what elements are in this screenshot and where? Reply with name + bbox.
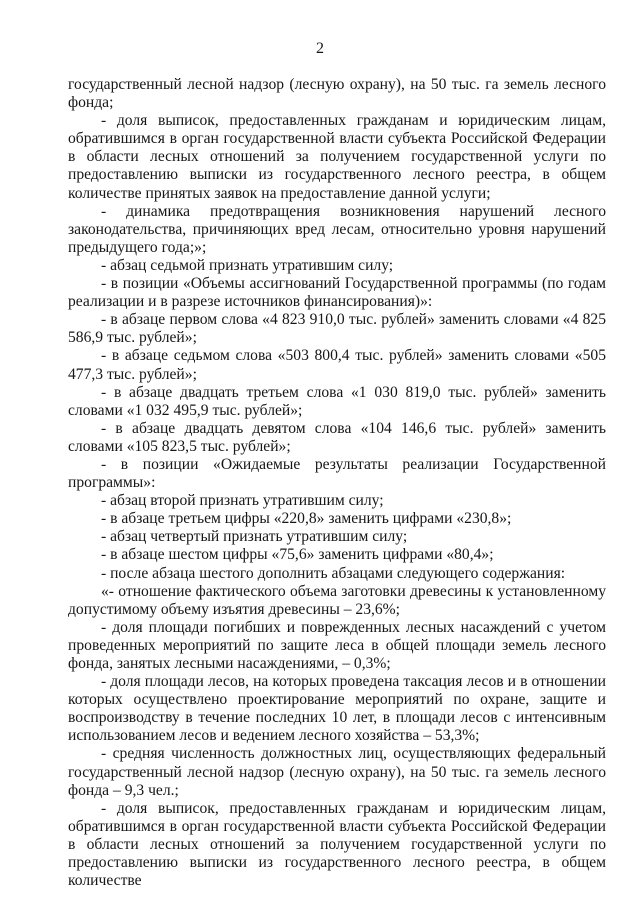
document-body (68, 76, 606, 890)
paragraph: - доля выписок, предоставленных гражданам и юридическим лицам, обратившимся в орган государственной власти субъекта Российской Федерации в области лесных отношений за получением государственной услуги по предоставлению выписки из государственного лесного реестра, в общем количестве (68, 799, 606, 890)
paragraph: «- отношение фактического объема заготовки древесины к установленному допустимому объему изъятия древесины – 23,6%; (68, 582, 606, 618)
paragraph: - в абзаце седьмом слова «503 800,4 тыс. рублей» заменить словами «505 477,3 тыс. рублей»; (68, 347, 606, 383)
paragraph: - абзац седьмой признать утратившим силу; (101, 256, 394, 274)
paragraph: - в абзаце двадцать девятом слова «104 146,6 тыс. рублей» заменить словами «105 823,5 тыс. рублей»; (68, 419, 606, 455)
paragraph: - после абзаца шестого дополнить абзацами следующего содержания: (101, 564, 566, 582)
paragraph: - в позиции «Объемы ассигнований Государственной программы (по годам реализации и в разрезе источников финансирования)»: (68, 275, 606, 311)
paragraph: - в абзаце первом слова «4 823 910,0 тыс. рублей» заменить словами «4 825 586,9 тыс. рублей»; (68, 311, 606, 347)
paragraph: - в абзаце шестом цифры «75,6» заменить цифрами «80,4»; (101, 546, 494, 564)
paragraph: - доля выписок, предоставленных гражданам и юридическим лицам, обратившимся в орган государственной власти субъекта Российской Федерации в области лесных отношений за получением государственной услуги по предоставлению выписки из государственного лесного реестра, в общем количестве принятых заявок на предоставление данной услуги; (68, 112, 606, 202)
paragraph: государственный лесной надзор (лесную охрану), на 50 тыс. га земель лесного фонда; (68, 76, 606, 112)
paragraph: - доля площади лесов, на которых проведена таксация лесов и в отношении которых осуществлено проектирование мероприятий по охране, защите и воспроизводству в течение последних 10 лет, в площади лесов с интенсивным использованием лесов и ведением лесного хозяйства – 53,3%; (68, 673, 606, 745)
paragraph: - в позиции «Ожидаемые результаты реализации Государственной программы»: (68, 455, 606, 492)
paragraph: - доля площади погибших и поврежденных лесных насаждений с учетом проведенных мероприятий по защите леса в общей площади земель лесного фонда, занятых лесными насаждениями, – 0,3%; (68, 618, 606, 672)
paragraph: - абзац второй признать утратившим силу; (101, 492, 384, 510)
paragraph: - в абзаце третьем цифры «220,8» заменить цифрами «230,8»; (101, 510, 512, 528)
paragraph: - в абзаце двадцать третьем слова «1 030 819,0 тыс. рублей» заменить словами «1 032 495,9 тыс. рублей»; (68, 383, 606, 419)
paragraph: - динамика предотвращения возникновения нарушений лесного законодательства, причиняющих вред лесам, относительно уровня нарушений предыдущего года;»; (68, 202, 606, 256)
paragraph: - средняя численность должностных лиц, осуществляющих федеральный государственный лесной надзор (лесную охрану), на 50 тыс. га земель лесного фонда – 9,3 чел.; (68, 745, 606, 799)
page-number: 2 (316, 40, 324, 57)
paragraph: - абзац четвертый признать утратившим силу; (101, 528, 408, 546)
